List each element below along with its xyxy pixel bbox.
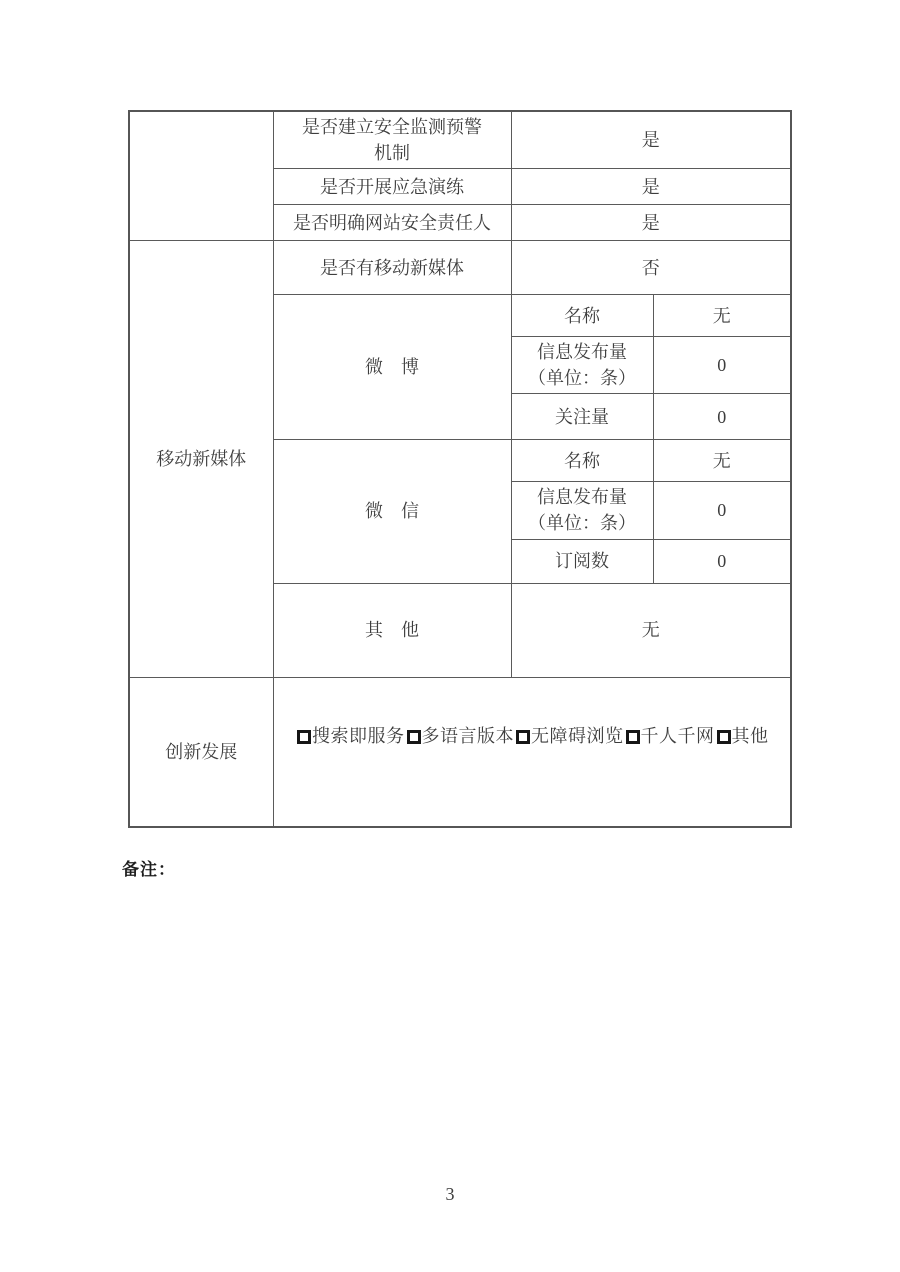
row-label-emergency-drill: 是否开展应急演练 (273, 169, 511, 205)
page-number: 3 (445, 1184, 455, 1204)
row-label-weibo-followers: 关注量 (511, 394, 653, 440)
section-label-mobile-media: 移动新媒体 (129, 241, 273, 677)
row-label-weibo-posts (511, 337, 653, 394)
innovation-options-cell (273, 677, 791, 827)
row-label-security-officer: 是否明确网站安全责任人 (273, 205, 511, 241)
row-value: 无 (653, 295, 791, 337)
label-line: 是否建立安全监测预警 (302, 117, 482, 137)
table-row (129, 241, 791, 295)
checkbox-icon[interactable] (516, 730, 530, 744)
innovation-options-row (278, 723, 787, 749)
option-label: 其他 (731, 725, 769, 746)
section-cell-empty (129, 111, 273, 241)
row-value: 0 (653, 394, 791, 440)
row-label-wechat-name: 名称 (511, 440, 653, 482)
label-line: 信息发布量 (537, 342, 627, 363)
row-value: 无 (653, 440, 791, 482)
row-label-wechat-subscribers: 订阅数 (511, 539, 653, 583)
option-label: 多语言版本 (421, 725, 514, 746)
checkbox-icon[interactable] (626, 730, 640, 744)
checkbox-icon[interactable] (407, 730, 421, 744)
row-value: 否 (511, 241, 791, 295)
label-line: 信息发布量 (537, 487, 627, 508)
row-value: 是 (511, 169, 791, 205)
option-label: 搜索即服务 (312, 725, 405, 746)
label-line: （单位：条） (528, 368, 636, 389)
option-personalized (624, 726, 715, 746)
report-table (128, 110, 792, 828)
group-label-wechat: 微 信 (273, 440, 511, 583)
row-label-has-mobile-media: 是否有移动新媒体 (273, 241, 511, 295)
option-other (715, 726, 769, 746)
section-label-innovation: 创新发展 (129, 677, 273, 827)
remarks-label: 备注： (122, 860, 176, 879)
option-accessibility (514, 726, 624, 746)
table-row (129, 677, 791, 827)
row-value: 无 (511, 583, 791, 677)
checkbox-icon[interactable] (297, 730, 311, 744)
row-label-wechat-posts (511, 482, 653, 539)
row-label-security-monitor (273, 111, 511, 169)
option-label: 千人千网 (640, 725, 715, 746)
option-label: 无障碍浏览 (531, 725, 624, 746)
group-label-other: 其 他 (273, 583, 511, 677)
option-multilanguage (405, 726, 515, 746)
checkbox-icon[interactable] (717, 730, 731, 744)
group-label-weibo: 微 博 (273, 295, 511, 440)
table-row (129, 111, 791, 169)
row-value: 0 (653, 337, 791, 394)
row-value: 0 (653, 539, 791, 583)
row-value: 是 (511, 111, 791, 169)
row-value: 是 (511, 205, 791, 241)
row-value: 0 (653, 482, 791, 539)
option-search-as-service (295, 726, 405, 746)
label-line: 机制 (374, 143, 410, 164)
row-label-weibo-name: 名称 (511, 295, 653, 337)
label-line: （单位：条） (528, 513, 636, 534)
